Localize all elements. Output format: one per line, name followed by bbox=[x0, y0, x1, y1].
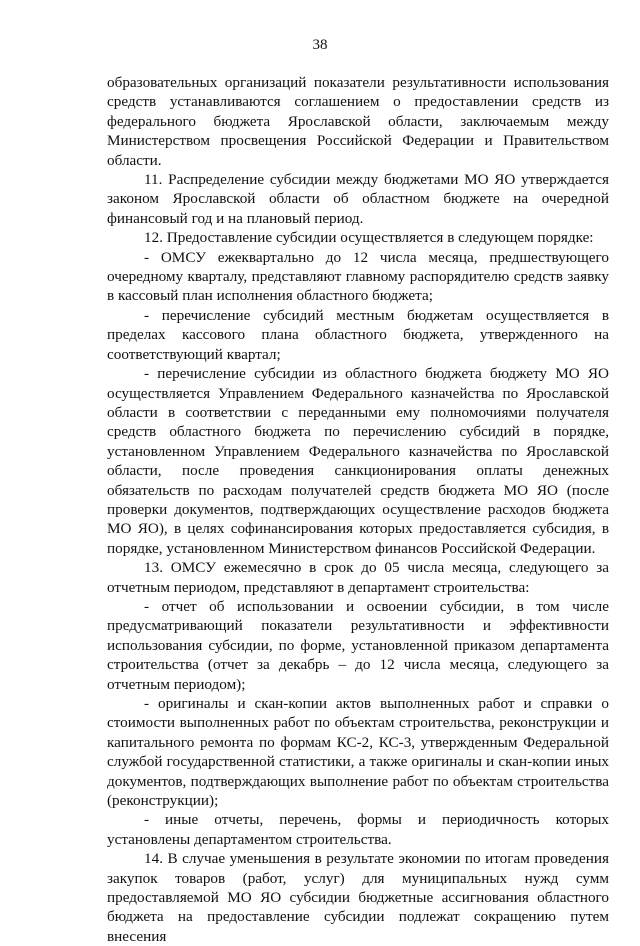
list-item-other-reports: - иные отчеты, перечень, формы и периодичность которых установлены департаментом строительства. bbox=[107, 811, 609, 848]
list-item-transfer-local-budgets: - перечисление субсидий местным бюджетам осуществляется в пределах кассового плана областного бюджета, утвержденного на соответствующий квартал; bbox=[107, 306, 609, 363]
document-body bbox=[107, 73, 609, 946]
list-item-treasury-transfer: - перечисление субсидии из областного бюджета бюджету МО ЯО осуществляется Управлением Федерального казначейства по Ярославской области в соответствии с переданными ему полномочиями получателя средств областного бюджета по перечислению субсидий в порядке, установленном Управлением Федерального казначейства по Ярославской области, после проведения санкционирования оплаты денежных обязательств по расходам получателей средств бюджета МО ЯО (после проверки документов, подтверждающих осуществление расходов бюджета МО ЯО), в целях софинансирования которых предоставляется субсидия, в порядке, установленном Министерством финансов Российской Федерации. bbox=[107, 365, 609, 557]
page-number: 38 bbox=[312, 37, 328, 53]
paragraph-13: 13. ОМСУ ежемесячно в срок до 05 числа месяца, следующего за отчетным периодом, представляют в департамент строительства: bbox=[107, 559, 609, 596]
paragraph-11: 11. Распределение субсидии между бюджетами МО ЯО утверждается законом Ярославской области об областном бюджете на очередной финансовый год и на плановый период. bbox=[107, 171, 609, 227]
list-item-quarterly-request: - ОМСУ ежеквартально до 12 числа месяца, предшествующего очередному кварталу, представляют главному распорядителю средств заявку в кассовый план исполнения областного бюджета; bbox=[107, 248, 609, 305]
list-item-original-acts: - оригиналы и скан-копии актов выполненных работ и справки о стоимости выполненных работ по объектам строительства, реконструкции и капитального ремонта по формам КС-2, КС-3, утвержденным Федеральной службой государственной статистики, а также оригиналы и скан-копии иных документов, подтверждающих выполнение работ по объектам строительства (реконструкции); bbox=[107, 695, 609, 810]
paragraph-continuation: образовательных организаций показатели результативности использования средств устанавливаются соглашением о предоставлении средств из федерального бюджета Ярославской области, заключаемым между Министерством просвещения Российской Федерации и Правительством области. bbox=[107, 74, 609, 169]
paragraph-12: 12. Предоставление субсидии осуществляется в следующем порядке: bbox=[144, 229, 594, 247]
list-item-usage-report: - отчет об использовании и освоении субсидии, в том числе предусматривающий показатели результативности и эффективности использования субсидии, по форме, установленной приказом департамента строительства (отчет за декабрь – до 12 числа месяца, следующего за отчетным периодом); bbox=[107, 597, 609, 693]
paragraph-14: 14. В случае уменьшения в результате экономии по итогам проведения закупок товаров (работ, услуг) для муниципальных нужд сумм предоставляемой МО ЯО субсидии бюджетные ассигнования областного бюджета на предоставление субсидии подлежат сокращению путем внесения bbox=[107, 850, 609, 945]
